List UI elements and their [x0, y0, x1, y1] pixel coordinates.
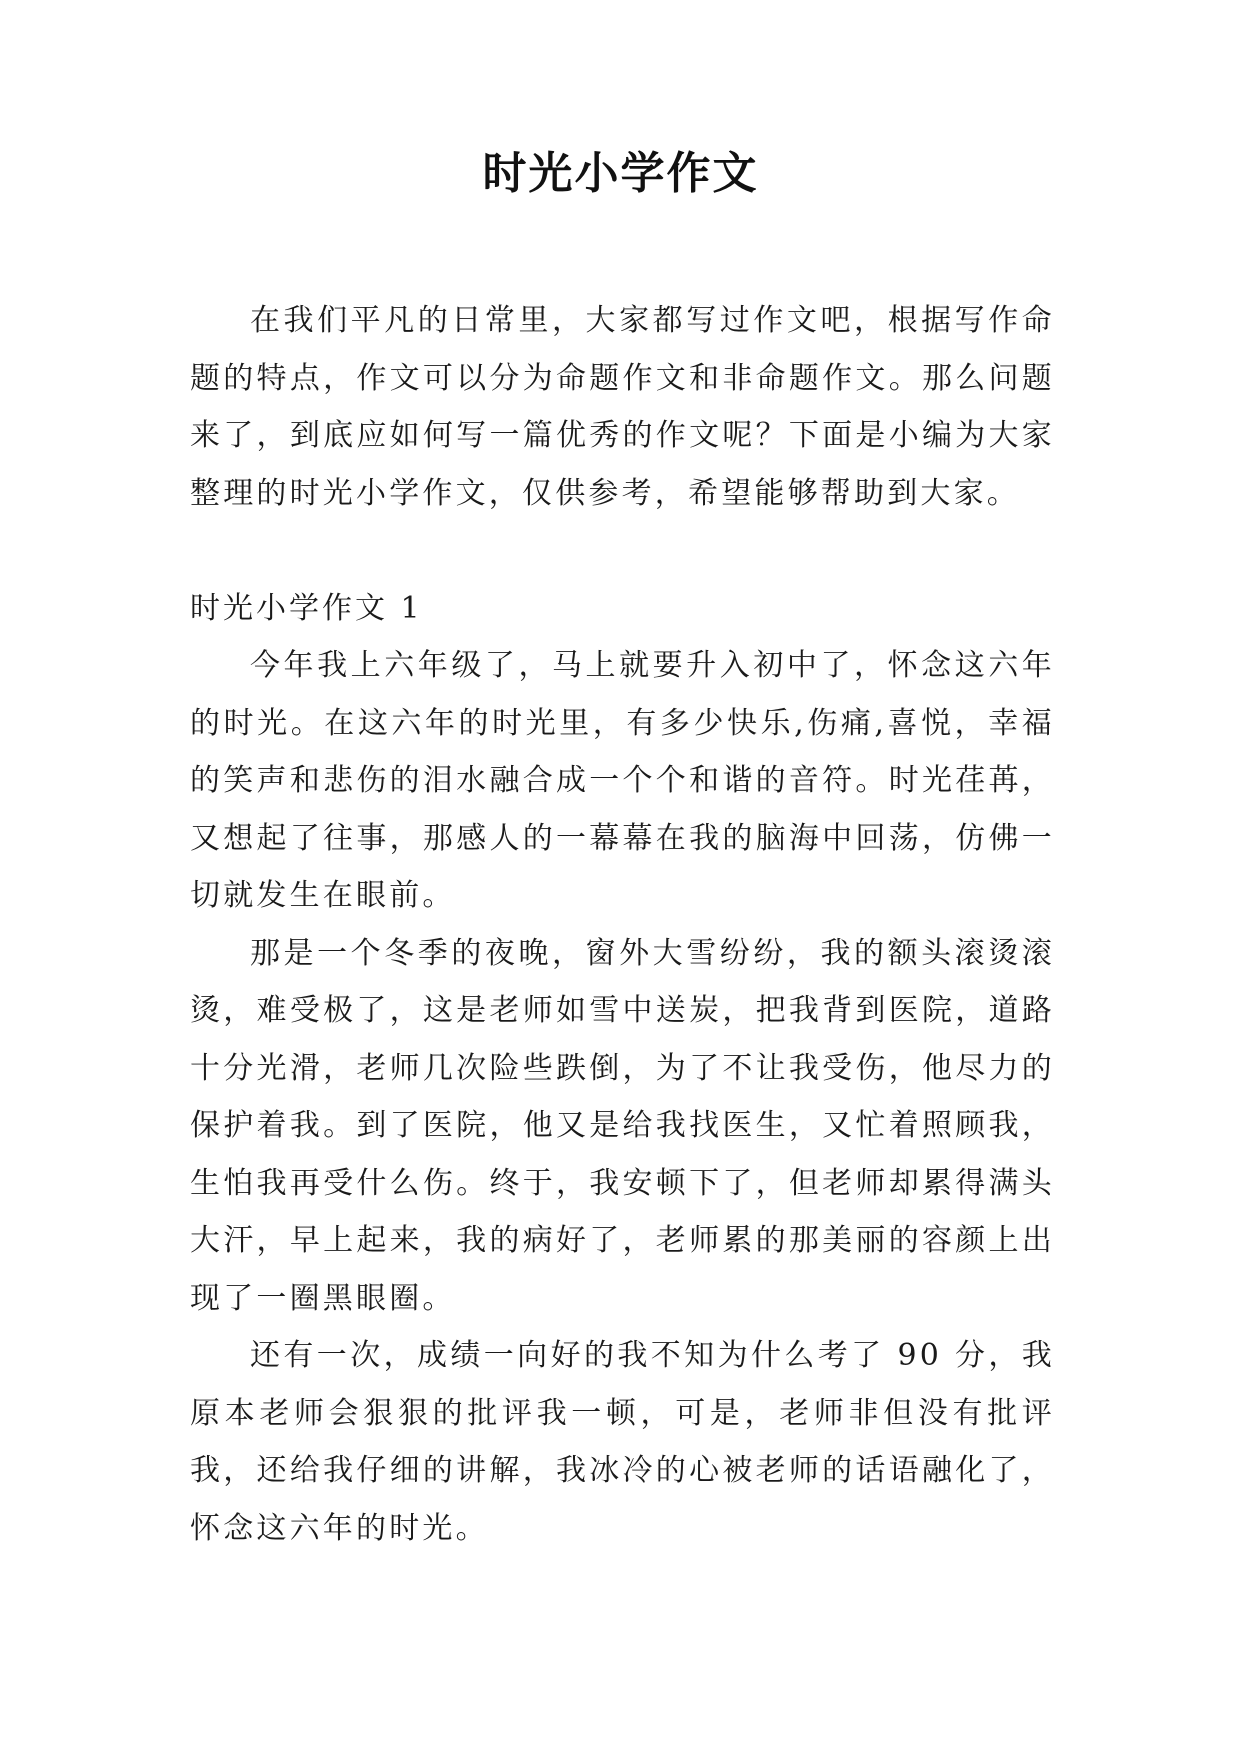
body-paragraph-1: 今年我上六年级了，马上就要升入初中了，怀念这六年的时光。在这六年的时光里，有多少快乐,伤痛,喜悦，幸福的笑声和悲伤的泪水融合成一个个和谐的音符。时光荏苒，又想起了往事，那感人的一幕幕在我的脑海中回荡，仿佛一切就发生在眼前。 [190, 648, 1055, 913]
document-title: 时光小学作文 [482, 148, 759, 199]
intro-paragraph: 在我们平凡的日常里，大家都写过作文吧，根据写作命题的特点，作文可以分为命题作文和非命题作文。那么问题来了，到底应如何写一篇优秀的作文呢？下面是小编为大家整理的时光小学作文，仅供参考，希望能够帮助到大家。 [190, 303, 1055, 511]
paragraph-spacer [190, 522, 1055, 580]
document-body [190, 292, 1055, 1557]
body-paragraph-2: 那是一个冬季的夜晚，窗外大雪纷纷，我的额头滚烫滚烫，难受极了，这是老师如雪中送炭，把我背到医院，道路十分光滑，老师几次险些跌倒，为了不让我受伤，他尽力的保护着我。到了医院，他又是给我找医生，又忙着照顾我，生怕我再受什么伤。终于，我安顿下了，但老师却累得满头大汗，早上起来，我的病好了，老师累的那美丽的容颜上出现了一圈黑眼圈。 [190, 935, 1055, 1316]
section-heading: 时光小学作文 1 [190, 590, 423, 626]
body-paragraph-3: 还有一次，成绩一向好的我不知为什么考了 90 分，我原本老师会狠狠的批评我一顿，可是，老师非但没有批评我，还给我仔细的讲解，我冰冷的心被老师的话语融化了，怀念这六年的时光。 [190, 1338, 1055, 1546]
